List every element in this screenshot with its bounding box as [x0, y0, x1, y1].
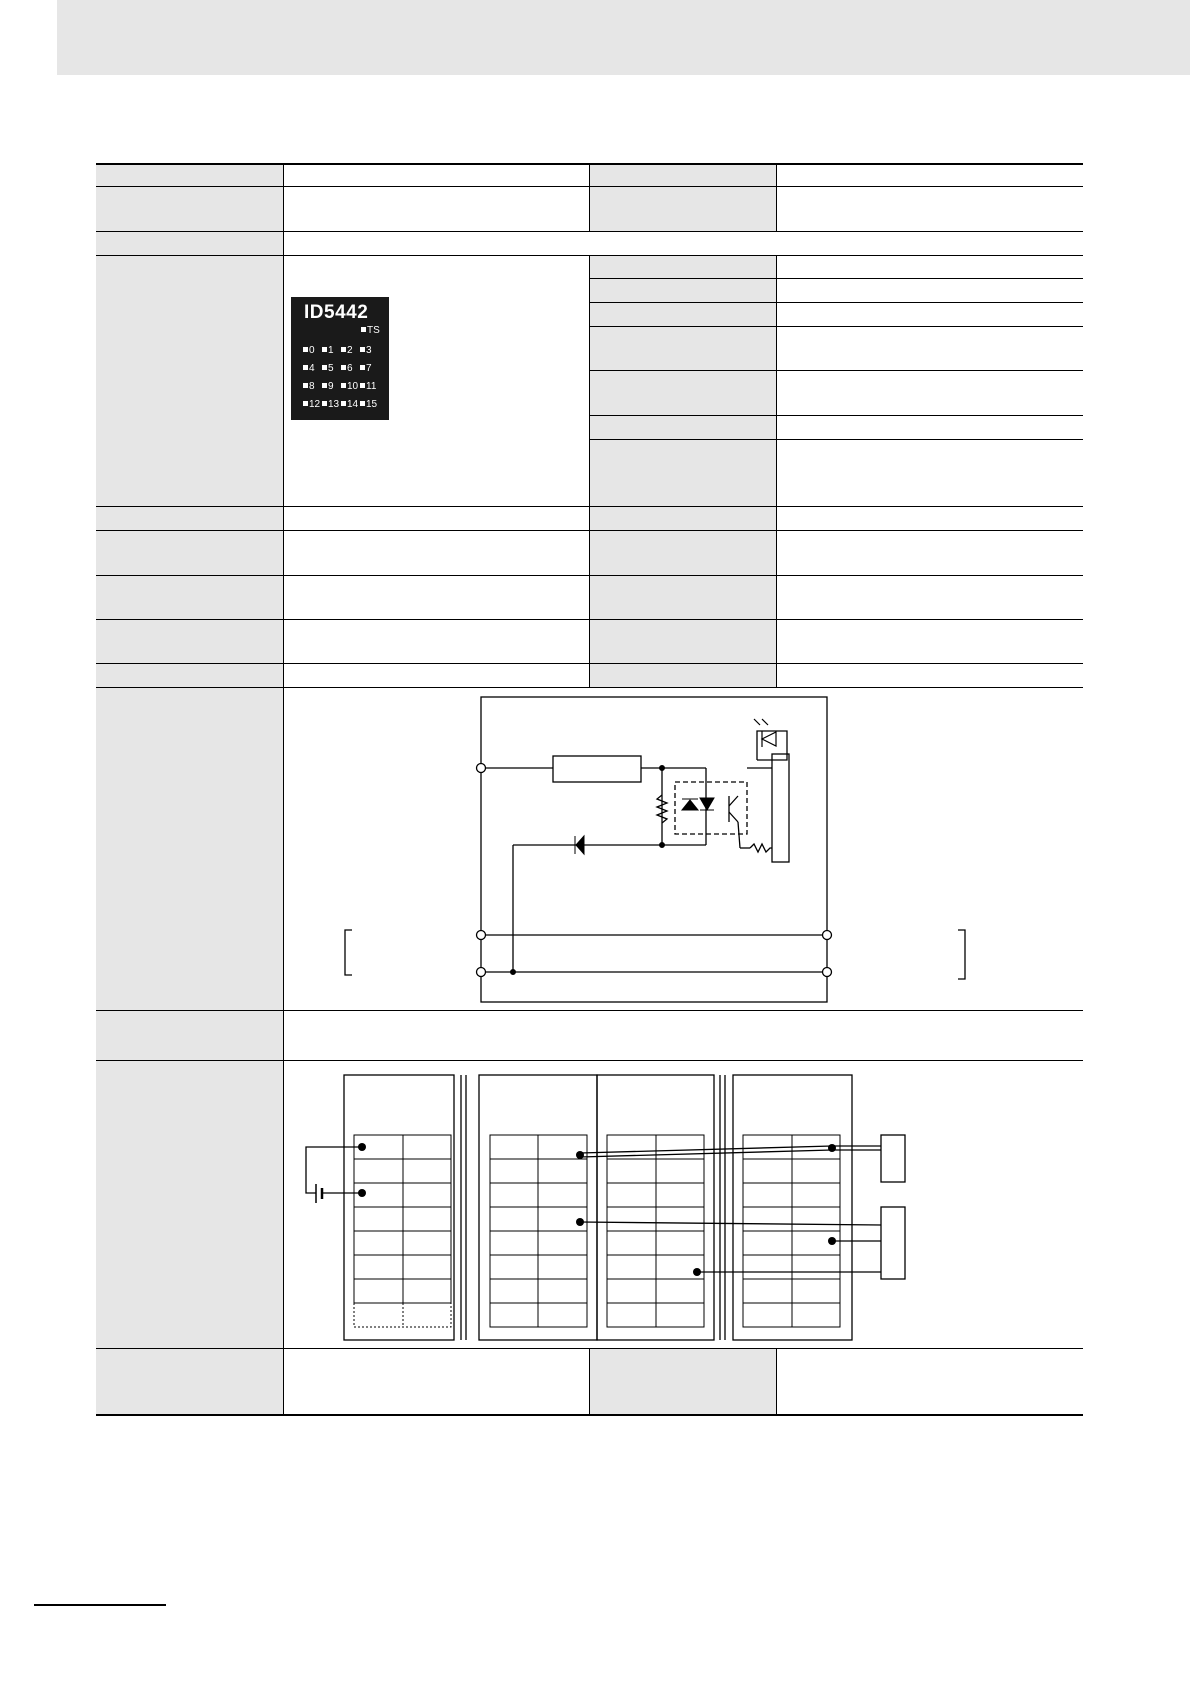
footer-rule: [34, 1604, 166, 1606]
led-ch-8: 8: [303, 382, 322, 392]
led-ch-1: 1: [322, 346, 341, 356]
spec-table-grid: [96, 163, 1083, 1416]
led-row-2: [303, 364, 379, 374]
spec-table: [96, 163, 1083, 1416]
led-ch-2: 2: [341, 346, 360, 356]
led-ch-12: 12: [303, 400, 322, 410]
led-ch-13: 13: [322, 400, 341, 410]
page-header-band: [57, 0, 1190, 75]
led-ch-9: 9: [322, 382, 341, 392]
led-ts-square-icon: [361, 327, 366, 332]
led-ch-10: 10: [341, 382, 360, 392]
led-indicator-panel: [291, 297, 389, 420]
led-ts-indicator: [361, 326, 380, 336]
led-ch-15: 15: [360, 400, 379, 410]
led-ch-4: 4: [303, 364, 322, 374]
led-ch-11: 11: [360, 382, 379, 392]
led-ts-label: TS: [367, 325, 380, 336]
led-ch-0: 0: [303, 346, 322, 356]
led-row-4: [303, 400, 379, 410]
led-ch-7: 7: [360, 364, 379, 374]
led-ch-14: 14: [341, 400, 360, 410]
led-ch-6: 6: [341, 364, 360, 374]
led-ch-3: 3: [360, 346, 379, 356]
led-panel-model: ID5442: [304, 302, 369, 323]
led-ch-5: 5: [322, 364, 341, 374]
label-cells: [96, 163, 776, 1416]
led-row-1: [303, 346, 379, 356]
led-row-3: [303, 382, 379, 392]
